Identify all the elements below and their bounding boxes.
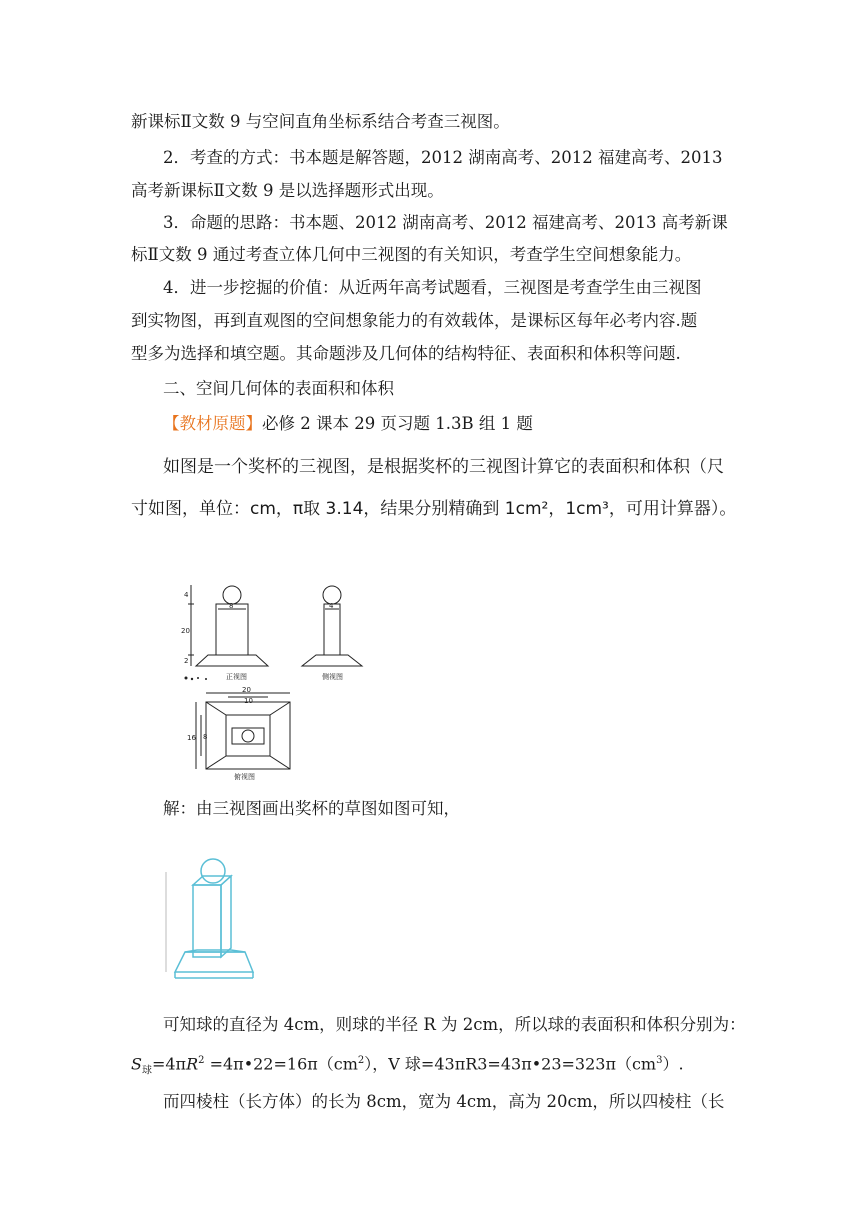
- textbook-tag: 【教材原题】: [163, 414, 262, 433]
- dim-label-10: 10: [244, 697, 253, 705]
- question-line-2: 寸如图，单位：cm，π取 3.14，结果分别精确到 1cm²，1cm³，可用计算器）。: [131, 499, 737, 519]
- top-view-label: 俯视图: [234, 773, 255, 781]
- three-view-figure: [172, 575, 402, 790]
- textbook-problem-line: [163, 412, 533, 436]
- text-line-4: 3．命题的思路：书本题、2012 湖南高考、2012 福建高考、2013 高考新课: [163, 213, 728, 232]
- sketch-base-front: [175, 952, 253, 972]
- side-view-base: [302, 655, 362, 666]
- top-view-outer: [206, 702, 290, 769]
- formula-part-e: ）.: [662, 1054, 684, 1074]
- trophy-sketch-figure: [165, 852, 285, 982]
- dim-label-8b: 8: [203, 733, 208, 741]
- text-line-3: 高考新课标Ⅱ文数 9 是以选择题形式出现。: [131, 181, 444, 200]
- dim-label-4b: 4: [329, 602, 334, 610]
- dim-label-16: 16: [187, 734, 196, 742]
- formula-S: S: [131, 1054, 142, 1074]
- front-view-prism: [216, 604, 248, 655]
- text-line-1: 新课标Ⅱ文数 9 与空间直角坐标系结合考查三视图。: [131, 112, 510, 131]
- sketch-sphere: [201, 859, 225, 883]
- sketch-prism-front: [193, 885, 221, 957]
- dim-label-8: 8: [229, 602, 234, 610]
- side-view-label: 侧视图: [322, 673, 343, 681]
- top-view-sphere: [242, 730, 254, 742]
- top-view-inner: [226, 715, 270, 756]
- dim-label-4: 4: [184, 591, 189, 599]
- dim-label-20: 20: [181, 627, 190, 635]
- formula-line: [131, 1049, 684, 1084]
- formula-part-d: ），V 球=43πR3=43π•23=323π（cm: [364, 1054, 657, 1074]
- formula-S-sub: 球: [141, 1065, 152, 1077]
- front-view-label: 正视图: [226, 673, 247, 681]
- formula-cm3-sup: 3: [656, 1055, 663, 1066]
- text-line-8: 型多为选择和填空题。其命题涉及几何体的结构特征、表面积和体积等问题.: [131, 344, 681, 363]
- text-line-5: 标Ⅱ文数 9 通过考查立体几何中三视图的有关知识，考查学生空间想象能力。: [131, 245, 692, 264]
- text-line-6: 4．进一步挖掘的价值：从近两年高考试题看，三视图是考查学生由三视图: [163, 278, 702, 297]
- formula-part-b: =4π: [151, 1054, 187, 1074]
- textbook-ref: 必修 2 课本 29 页习题 1.3B 组 1 题: [262, 414, 533, 433]
- solution-intro: 解：由三视图画出奖杯的草图如图可知，: [163, 799, 460, 818]
- dim-label-2: 2: [184, 657, 189, 665]
- paragraph-sphere-radius: 可知球的直径为 4cm，则球的半径 R 为 2cm，所以球的表面积和体积分别为：: [163, 1015, 746, 1034]
- side-view-prism: [324, 604, 340, 655]
- formula-R: R: [186, 1054, 199, 1074]
- paragraph-prism: 而四棱柱（长方体）的长为 8cm，宽为 4cm，高为 20cm，所以四棱柱（长: [163, 1092, 725, 1111]
- text-line-2: 2．考查的方式：书本题是解答题，2012 湖南高考、2012 福建高考、2013: [163, 148, 723, 167]
- text-line-7: 到实物图，再到直观图的空间想象能力的有效载体，是课标区每年必考内容.题: [131, 311, 698, 330]
- sketch-prism-side: [221, 876, 231, 957]
- formula-cm2-sup: 2: [357, 1055, 365, 1066]
- section-heading: 二、空间几何体的表面积和体积: [163, 379, 394, 398]
- scan-smudge-marks: [185, 677, 208, 681]
- formula-R-sup: 2: [198, 1055, 205, 1066]
- question-line-1: 如图是一个奖杯的三视图，是根据奖杯的三视图计算它的表面积和体积（尺: [163, 457, 724, 477]
- formula-part-c: =4π•22=16π（cm: [204, 1054, 358, 1074]
- dim-label-20b: 20: [242, 686, 251, 694]
- front-view-base: [196, 655, 268, 666]
